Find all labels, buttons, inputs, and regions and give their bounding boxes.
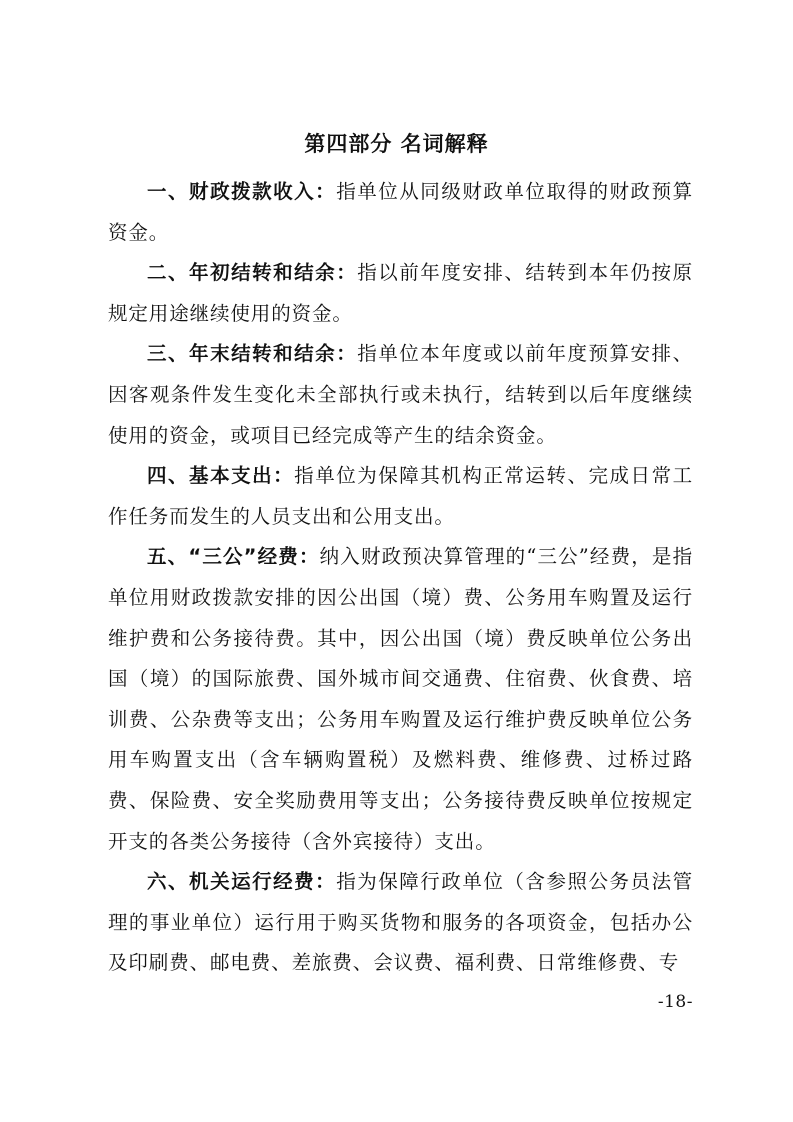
definition-text: 纳入财政预决算管理的“三公”经费，是指单位用财政拨款安排的因公出国（境）费、公务用车购置及运行维护费和公务接待费。其中，因公出国（境）费反映单位公务出国（境）的国际旅费、国外城市间交通费、住宿费、伙食费、培训费、公杂费等支出；公务用车购置及运行维护费反映单位公务用车购置支出（含车辆购置税）及燃料费、维修费、过桥过路费、保险费、安全奖励费用等支出；公务接待费反映单位按规定开支的各类公务接待（含外宾接待）支出。 <box>108 545 693 853</box>
page-title: 第四部分 名词解释 <box>304 132 489 156</box>
definition-term: 六、机关运行经费： <box>147 870 337 894</box>
definition-paragraph <box>108 253 693 334</box>
page-number: -18- <box>657 992 693 1012</box>
definition-text: 指以前年度安排、结转到本年仍按原规定用途继续使用的资金。 <box>108 261 693 325</box>
definition-paragraph <box>108 334 693 456</box>
definition-text: 指单位本年度或以前年度预算安排、因客观条件发生变化未全部执行或未执行，结转到以后年度继续使用的资金，或项目已经完成等产生的结余资金。 <box>108 342 693 447</box>
definition-text: 指单位为保障其机构正常运转、完成日常工作任务而发生的人员支出和公用支出。 <box>108 464 693 528</box>
definition-text: 指单位从同级财政单位取得的财政预算资金。 <box>108 180 693 244</box>
definition-term: 三、年末结转和结余： <box>147 342 358 366</box>
definition-term: 一、财政拨款收入： <box>147 180 337 203</box>
definition-term: 二、年初结转和结余： <box>147 261 358 285</box>
definition-paragraph <box>108 172 693 253</box>
definition-term: 五、“三公”经费： <box>147 545 320 569</box>
definition-term: 四、基本支出： <box>147 464 295 488</box>
definition-paragraph <box>108 537 693 862</box>
document-body <box>108 172 693 984</box>
definition-paragraph <box>108 456 693 537</box>
definition-paragraph <box>108 862 693 984</box>
definition-text: 指为保障行政单位（含参照公务员法管理的事业单位）运行用于购买货物和服务的各项资金，包括办公及印刷费、邮电费、差旅费、会议费、福利费、日常维修费、专 <box>108 870 693 975</box>
